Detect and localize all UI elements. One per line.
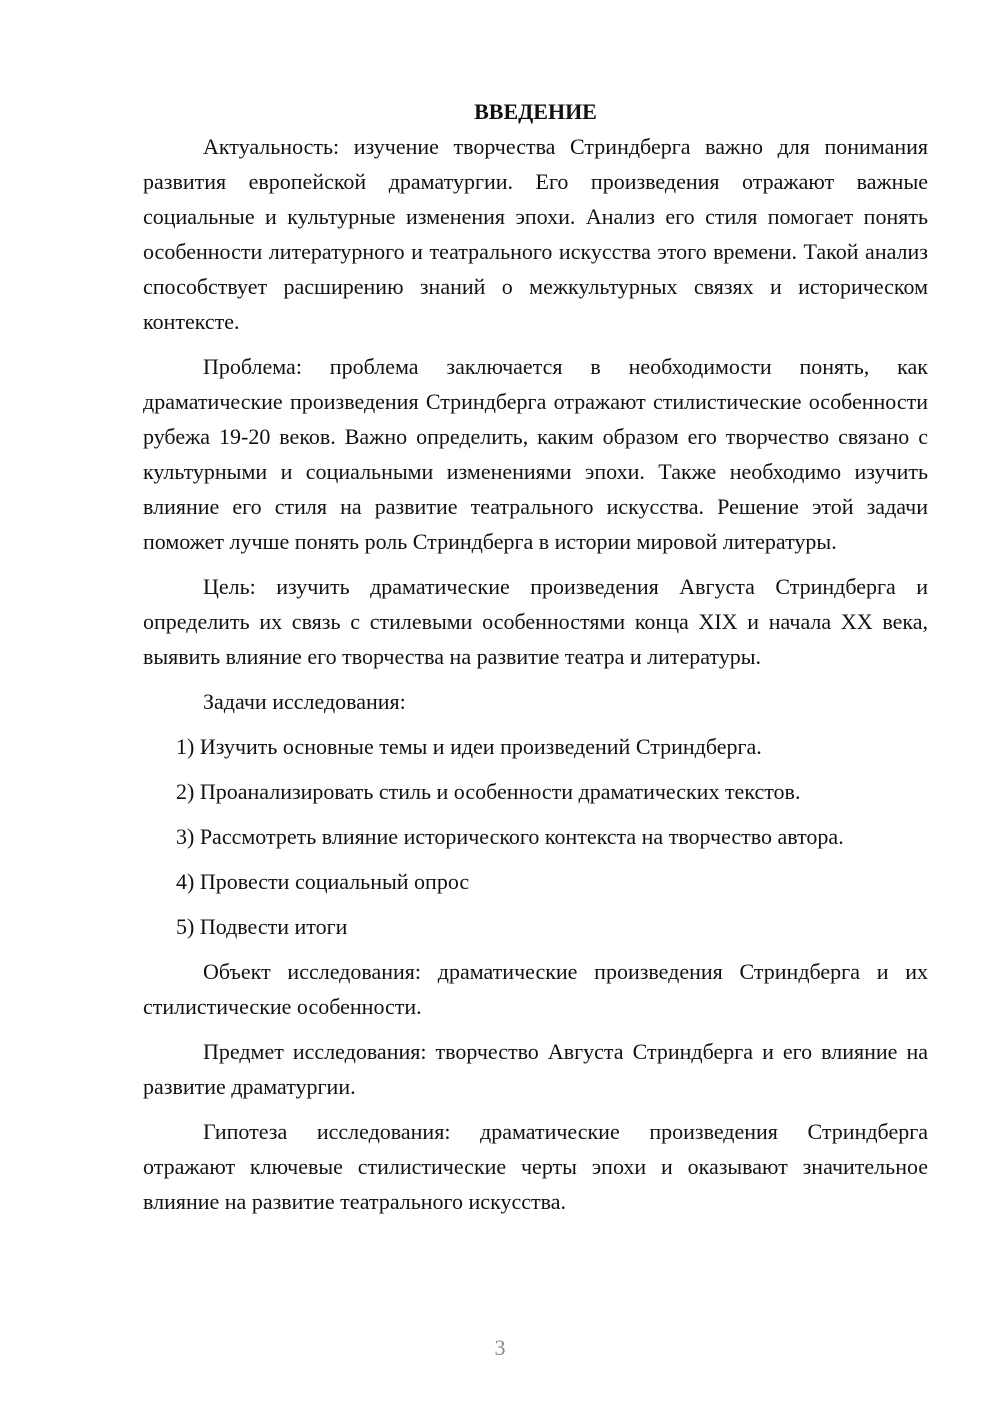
task-item: 1) Изучить основные темы и идеи произведений Стриндберга.	[176, 734, 762, 759]
task-item: 5) Подвести итоги	[176, 914, 348, 939]
paragraph-problem: Проблема: проблема заключается в необходимости понять, как драматические произведения Стриндберга отражают стилистические особенности рубежа 19-20 веков. Важно определить, каким образом его творчество связано с культурными и социальными изменениями эпохи. Также необходимо изучить влияние его стиля на развитие театрального искусства. Решение этой задачи поможет лучше понять роль Стриндберга в истории мировой литературы.	[143, 354, 928, 554]
paragraph-object: Объект исследования: драматические произведения Стриндберга и их стилистические особенности.	[143, 959, 928, 1019]
paragraph-tasks-heading: Задачи исследования:	[203, 689, 406, 714]
paragraph-relevance: Актуальность: изучение творчества Стриндберга важно для понимания развития европейской драматургии. Его произведения отражают важные социальные и культурные изменения эпохи. Анализ его стиля помогает понять особенности литературного и театрального искусства этого времени. Такой анализ способствует расширению знаний о межкультурных связях и историческом контексте.	[143, 134, 928, 334]
paragraph-subject: Предмет исследования: творчество Августа Стриндберга и его влияние на развитие драматургии.	[143, 1039, 928, 1099]
page-content	[143, 94, 928, 1229]
paragraph-hypothesis: Гипотеза исследования: драматические произведения Стриндберга отражают ключевые стилистические черты эпохи и оказывают значительное влияние на развитие театрального искусства.	[143, 1119, 928, 1214]
paragraph-goal: Цель: изучить драматические произведения Августа Стриндберга и определить их связь с стилевыми особенностями конца XIX и начала XX века, выявить влияние его творчества на развитие театра и литературы.	[143, 574, 928, 669]
section-title: ВВЕДЕНИЕ	[474, 99, 597, 124]
task-item: 4) Провести социальный опрос	[176, 869, 470, 894]
page-number: 3	[494, 1335, 506, 1360]
task-item: 3) Рассмотреть влияние исторического контекста на творчество автора.	[176, 824, 844, 849]
task-item: 2) Проанализировать стиль и особенности драматических текстов.	[176, 779, 801, 804]
